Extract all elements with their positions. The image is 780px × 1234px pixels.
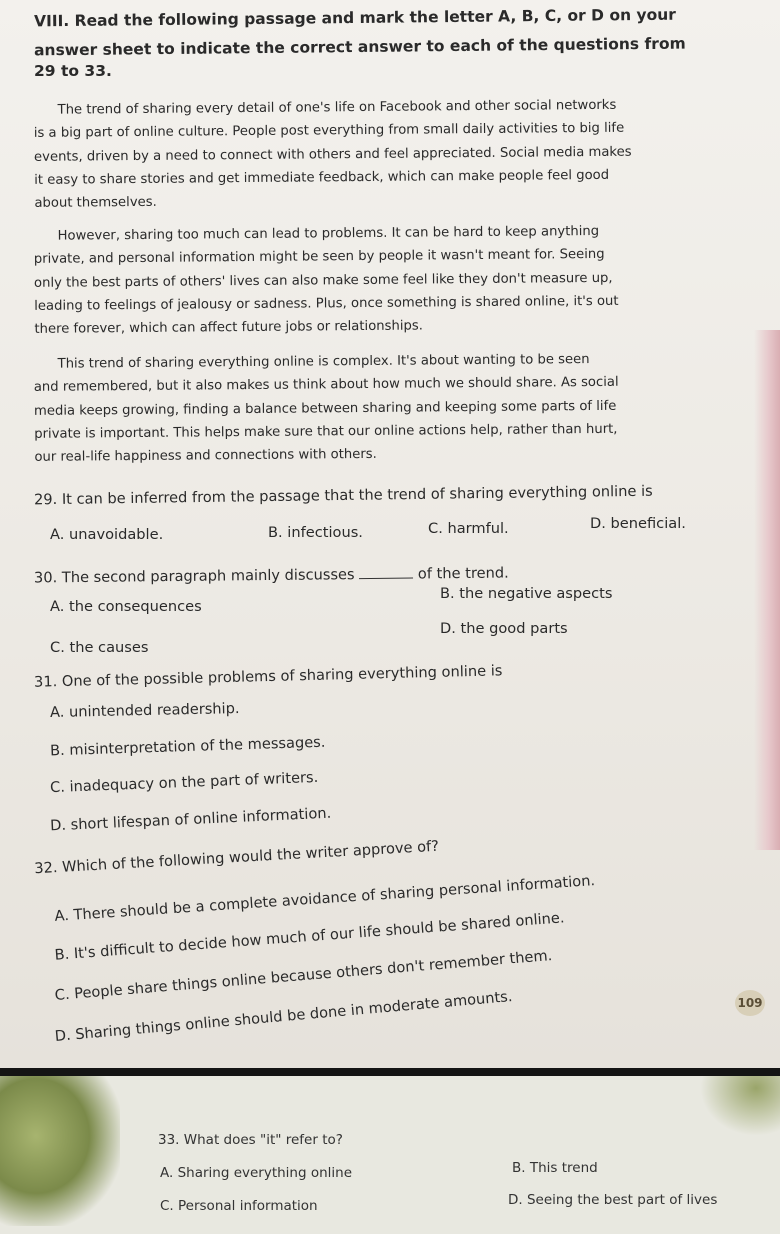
page-edge-shadow	[754, 330, 780, 850]
passage-line: our real-life happiness and connections with others.	[34, 447, 377, 466]
question-31-option-c[interactable]: C. inadequacy on the part of writers.	[49, 768, 319, 797]
leaf-decoration	[0, 1076, 120, 1226]
question-30-option-d[interactable]: D. the good parts	[440, 620, 568, 637]
page-number: 109	[735, 990, 765, 1016]
passage-line: However, sharing too much can lead to problems. It can be hard to keep anything	[57, 223, 600, 244]
passage-line: it easy to share stories and get immediate feedback, which can make people feel good	[34, 167, 610, 188]
question-32-stem: 32. Which of the following would the writer approve of?	[33, 837, 440, 878]
question-33-option-a[interactable]: A. Sharing everything online	[160, 1165, 353, 1181]
question-30-option-c[interactable]: C. the causes	[50, 639, 149, 656]
question-29-stem: 29. It can be inferred from the passage that the trend of sharing everything online is	[33, 482, 653, 509]
passage-line: private, and personal information might be seen by people it wasn't meant for. Seeing	[33, 247, 605, 268]
question-31-stem: 31. One of the possible problems of sharing everything online is	[33, 662, 503, 691]
question-30-stem-after: of the trend.	[417, 564, 509, 583]
question-29-option-a[interactable]: A. unavoidable.	[50, 526, 164, 543]
question-32-option-a[interactable]: A. There should be a complete avoidance of sharing personal information.	[54, 872, 596, 925]
section-title-line-2: answer sheet to indicate the correct answer to each of the questions from	[33, 34, 686, 60]
question-33-option-b[interactable]: B. This trend	[512, 1160, 598, 1176]
passage-line: The trend of sharing every detail of one's life on Facebook and other social networks	[57, 97, 617, 118]
question-30-option-a[interactable]: A. the consequences	[50, 598, 202, 615]
passage-line: This trend of sharing everything online is complex. It's about wanting to be seen	[57, 352, 590, 372]
page-divider	[0, 1068, 780, 1076]
question-33-option-c[interactable]: C. Personal information	[160, 1198, 318, 1214]
passage-line: leading to feelings of jealousy or sadness. Plus, once something is shared online, it's out	[34, 293, 619, 314]
question-31-option-a[interactable]: A. unintended readership.	[49, 700, 240, 721]
passage-line: events, driven by a need to connect with others and feel appreciated. Social media makes	[33, 144, 632, 165]
question-29-option-c[interactable]: C. harmful.	[428, 520, 509, 537]
passage-paragraph-2	[34, 219, 695, 341]
section-title-line-3: 29 to 33.	[34, 62, 112, 80]
question-29-option-d[interactable]: D. beneficial.	[590, 515, 686, 532]
question-32-option-b[interactable]: B. It's difficult to decide how much of our life should be shared online.	[54, 909, 566, 964]
question-33-option-d[interactable]: D. Seeing the best part of lives	[508, 1192, 718, 1208]
question-29-option-b[interactable]: B. infectious.	[268, 524, 363, 541]
question-33-stem: 33. What does "it" refer to?	[158, 1132, 343, 1148]
answer-blank	[359, 566, 413, 580]
leaf-decoration	[700, 1076, 780, 1136]
passage-paragraph-3	[34, 347, 695, 469]
question-32-option-c[interactable]: C. People share things online because others don't remember them.	[54, 947, 553, 1004]
passage-line: media keeps growing, finding a balance between sharing and keeping some parts of life	[33, 398, 617, 419]
question-30-option-b[interactable]: B. the negative aspects	[440, 585, 613, 602]
passage-line: there forever, which can affect future jobs or relationships.	[34, 318, 424, 338]
passage-line: is a big part of online culture. People post everything from small daily activities to big life	[33, 121, 625, 142]
passage-paragraph-1	[34, 93, 695, 215]
passage-line: about themselves.	[34, 194, 157, 212]
question-31-option-d[interactable]: D. short lifespan of online information.	[49, 804, 332, 835]
question-32-option-d[interactable]: D. Sharing things online should be done in moderate amounts.	[54, 988, 514, 1045]
second-photo	[0, 1076, 780, 1234]
question-31-option-b[interactable]: B. misinterpretation of the messages.	[49, 733, 326, 760]
passage-line: private is important. This helps make sure that our online actions help, rather than hurt,	[34, 421, 618, 442]
question-30-stem-before: 30. The second paragraph mainly discusses	[33, 566, 355, 587]
passage-line: only the best parts of others' lives can also make some feel like they don't measure up,	[33, 270, 613, 291]
section-title-line-1: VIII. Read the following passage and mark the letter A, B, C, or D on your	[33, 5, 676, 31]
passage-line: and remembered, but it also makes us think about how much we should share. As social	[33, 375, 619, 396]
